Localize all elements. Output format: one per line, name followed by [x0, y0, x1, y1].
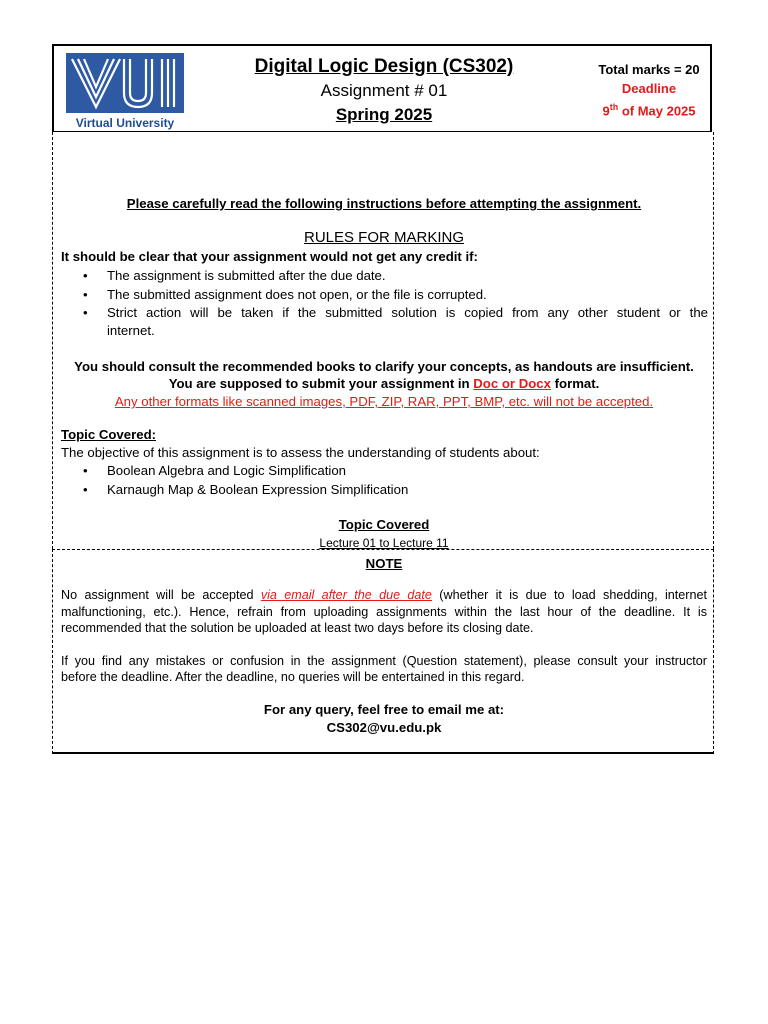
logo-caption: Virtual University	[75, 116, 175, 130]
header-box	[52, 44, 712, 132]
marks-block	[584, 60, 714, 120]
vu-logo-icon	[66, 53, 184, 113]
note-text: (whether it is due to load shedding, internet	[431, 588, 707, 602]
note-heading: NOTE	[365, 556, 403, 571]
bullet-icon: •	[83, 268, 88, 283]
lectures-range: Lecture 01 to Lecture 11	[319, 536, 449, 550]
semester: Spring 2025	[335, 105, 433, 124]
vu-logo	[64, 51, 184, 133]
bullet-icon: •	[83, 305, 88, 320]
title-block	[194, 54, 574, 128]
note-highlight: via email after the due date	[260, 588, 432, 602]
deadline-rest: of May 2025	[618, 103, 696, 119]
assignment-number: Assignment # 01	[320, 81, 448, 100]
note-p2-line1: If you find any mistakes or confusion in the assignment (Question statement), please consult your instructor	[61, 654, 707, 668]
format-line	[53, 375, 715, 393]
note-text: No assignment will be accepted	[61, 588, 261, 602]
total-marks: Total marks = 20	[598, 62, 700, 77]
vu-logo-mark	[66, 53, 184, 113]
topic-text: Karnaugh Map & Boolean Expression Simplification	[107, 482, 409, 497]
deadline-suffix: th	[609, 102, 619, 112]
consult-line: You should consult the recommended books to clarify your concepts, as handouts are insufficient.	[74, 359, 694, 374]
query-line: For any query, feel free to email me at:	[263, 702, 505, 717]
deadline-date	[584, 98, 714, 120]
note-p1-line3: recommended that the solution be uploaded at least two days before its closing date.	[61, 621, 534, 635]
rules-heading: RULES FOR MARKING	[303, 229, 465, 246]
note-box	[52, 549, 714, 754]
deadline-label: Deadline	[621, 81, 677, 96]
rule-text-continued: internet.	[107, 323, 155, 338]
deadline-day: 9	[602, 103, 610, 119]
instructions-intro: Please carefully read the following instructions before attempting the assignment.	[126, 196, 642, 211]
rule-text: The assignment is submitted after the due date.	[107, 268, 386, 283]
format-suffix: format.	[550, 376, 600, 391]
rule-text: Strict action will be taken if the submitted solution is copied from any other student or the	[107, 305, 708, 320]
contact-email[interactable]: CS302@vu.edu.pk	[326, 720, 442, 735]
rule-text: The submitted assignment does not open, or the file is corrupted.	[107, 287, 487, 302]
note-p1-line2: malfunctioning, etc.). Hence, refrain from uploading assignments within the last hour of the deadline. It is	[61, 605, 707, 619]
format-prefix: You are supposed to submit your assignment in	[168, 376, 474, 391]
other-formats-warning: Any other formats like scanned images, PDF, ZIP, RAR, PPT, BMP, etc. will not be accepted.	[114, 394, 654, 409]
topic-heading: Topic Covered:	[61, 427, 157, 442]
bullet-icon: •	[83, 463, 88, 478]
credit-line: It should be clear that your assignment would not get any credit if:	[61, 249, 478, 264]
instructions-box	[52, 132, 714, 549]
objective-line: The objective of this assignment is to assess the understanding of students about:	[61, 445, 540, 460]
note-p2-line2: before the deadline. After the deadline, no queries will be entertained in this regard.	[61, 670, 525, 684]
topic-text: Boolean Algebra and Logic Simplification	[107, 463, 346, 478]
bullet-icon: •	[83, 287, 88, 302]
format-highlight: Doc or Docx	[473, 376, 551, 391]
bullet-icon: •	[83, 482, 88, 497]
covered-heading: Topic Covered	[338, 517, 430, 532]
assignment-frame	[52, 44, 714, 752]
course-title: Digital Logic Design (CS302)	[254, 56, 514, 77]
note-p1-line1	[61, 586, 707, 604]
